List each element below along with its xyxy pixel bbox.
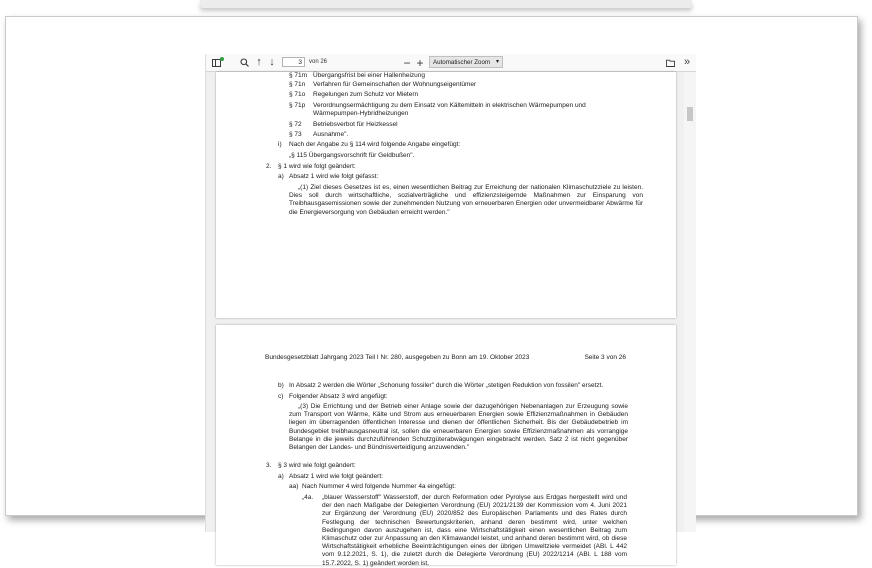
- list-label: 2.: [266, 163, 272, 170]
- scrollbar-thumb[interactable]: [687, 107, 693, 121]
- screenshot-frame: [5, 16, 858, 567]
- vertical-scrollbar[interactable]: [684, 72, 696, 532]
- toc-item-text: Übergangsfrist bei einer Hallenheizung: [313, 72, 426, 79]
- list-label: c): [278, 393, 284, 400]
- next-page-icon[interactable]: ↓: [269, 56, 275, 68]
- toc-item-text: Betriebsverbot für Heizkessel: [313, 121, 398, 128]
- toc-item-text: Regelungen zum Schutz vor Mietern: [313, 91, 419, 98]
- toc-item-num: § 72: [289, 121, 302, 128]
- definition-number: „4a.: [302, 494, 314, 501]
- zoom-select[interactable]: [429, 56, 503, 68]
- zoom-select-value: Automatischer Zoom: [433, 59, 491, 66]
- list-label: 3.: [266, 462, 272, 469]
- list-text: Absatz 1 wird wie folgt geändert:: [289, 473, 383, 480]
- pdf-page-2: [216, 72, 676, 318]
- background-window-edge: [200, 0, 692, 8]
- paragraph: „(1) Ziel dieses Gesetzes ist es, einen wesentlichen Beitrag zur Erreichung der nationalen Klimaschutzziele zu leisten. Dies soll durch wirtschaftliche, sozialverträgliche und effizienzsteigernde Maßnahmen zur Einsparung von Treibhausgasemissionen sowie der zunehmenden Nutzung von erneuerbaren Energien oder unvermeidbarer Abwärme für die Energieversorgung von Gebäuden erreicht werden.": [289, 184, 643, 216]
- list-label: a): [278, 473, 284, 480]
- pdf-toolbar: [206, 54, 696, 72]
- paragraph: „(3) Die Errichtung und der Betrieb einer Anlage sowie der dazugehörigen Nebenanlagen zur Erzeugung sowie zum Transport von Wärme, Kälte und Strom aus erneuerbaren Energien sowie Effizienzmaßnahmen in Gebäuden liegen im überragenden öffentlichen Interesse und dienen der öffentlichen Sicherheit. Bis der Gebäudebetrieb im Bundesgebiet treibhausgasneutral ist, sollen die erneuerbaren Energien sowie Effizienzmaßnahmen als vorrangige Belange in die jeweils durchzuführenden Schutzgüterabwägungen eingebracht werden. Satz 2 ist nicht gegenüber Belangen der Landes- und Bündnisverteidigung anzuwenden.": [289, 403, 628, 452]
- open-file-icon[interactable]: [665, 56, 675, 69]
- quoted-text: „§ 115 Übergangsvorschrift für Geldbußen".: [289, 152, 415, 159]
- toc-item-text: Verfahren für Gemeinschaften der Wohnungseigentümer: [313, 81, 477, 88]
- document-area: [206, 72, 684, 567]
- notification-dot: [220, 57, 224, 61]
- toc-item-num: § 71p: [289, 102, 306, 109]
- list-text: Folgender Absatz 3 wird angefügt:: [289, 393, 388, 400]
- chevron-down-icon: ▾: [495, 59, 499, 65]
- toc-item-num: § 71n: [289, 81, 306, 88]
- list-text: § 3 wird wie folgt geändert:: [278, 462, 356, 469]
- list-text: § 1 wird wie folgt geändert:: [278, 163, 356, 170]
- zoom-out-button[interactable]: −: [403, 55, 411, 70]
- toc-item-num: § 71m: [289, 72, 308, 79]
- more-tools-icon[interactable]: »: [683, 56, 691, 68]
- list-text: In Absatz 2 werden die Wörter „Schonung fossiler" durch die Wörter „stetigen Reduktion von fossilen" ersetzt.: [289, 382, 604, 389]
- list-label: aa): [289, 483, 299, 490]
- page-header-left: Bundesgesetzblatt Jahrgang 2023 Teil I Nr. 280, ausgegeben zu Bonn am 19. Oktober 2023: [265, 354, 530, 361]
- list-text: Nach der Angabe zu § 114 wird folgende Angabe eingefügt:: [289, 141, 461, 148]
- paragraph: „blauer Wasserstoff" Wasserstoff, der durch Reformation oder Pyrolyse aus Erdgas hergestellt wird und der den nach Maßgabe der Delegierten Verordnung (EU) 2021/2139 der Kommission vom 4. Juni 2021 zur Ergänzung der Verordnung (EU) 2020/852 des Europäischen Parlaments und des Rates durch Festlegung der technischen Bewertungskriterien, anhand deren bestimmt wird, unter welchen Bedingungen davon auszugehen ist, dass eine Wirtschaftstätigkeit einen wesentlichen Beitrag zum Klimaschutz oder zur Anpassung an den Klimawandel leistet, und anhand deren bestimmt wird, ob diese Wirtschaftstätigkeit erhebliche Beeinträchtigungen eines der übrigen Umweltziele vermeidet (ABl. L 442 vom 9.12.2021, S. 1), die zuletzt durch die Delegierte Verordnung (EU) 2022/1214 (ABl. L 188 vom 15.7.2022, S. 1) geändert worden ist,: [322, 494, 627, 567]
- list-label: a): [278, 173, 284, 180]
- page-count-label: von 26: [309, 59, 328, 65]
- pdf-viewer: [205, 54, 696, 567]
- toc-item-num: § 73: [289, 131, 302, 138]
- page-header-right: Seite 3 von 26: [584, 354, 626, 361]
- toc-item-num: § 71o: [289, 91, 306, 98]
- toc-item-text: Ausnahme".: [313, 131, 349, 138]
- sidebar-toggle-icon[interactable]: [211, 56, 221, 69]
- toc-item-text: Verordnungsermächtigung zu dem Einsatz von Kältemitteln in elektrischen Wärmepumpen und: [313, 102, 586, 109]
- search-icon[interactable]: [239, 56, 249, 69]
- pdf-page-3: [216, 325, 676, 565]
- list-label: b): [278, 382, 284, 389]
- list-label: i): [278, 141, 282, 148]
- zoom-in-button[interactable]: +: [416, 55, 424, 70]
- toc-item-text-continued: Wärmepumpen-Hybridheizungen: [313, 110, 409, 117]
- list-text: Nach Nummer 4 wird folgende Nummer 4a eingefügt:: [302, 483, 456, 490]
- page-number-input[interactable]: [282, 57, 305, 67]
- previous-page-icon[interactable]: ↑: [256, 56, 262, 68]
- list-text: Absatz 1 wird wie folgt gefasst:: [289, 173, 379, 180]
